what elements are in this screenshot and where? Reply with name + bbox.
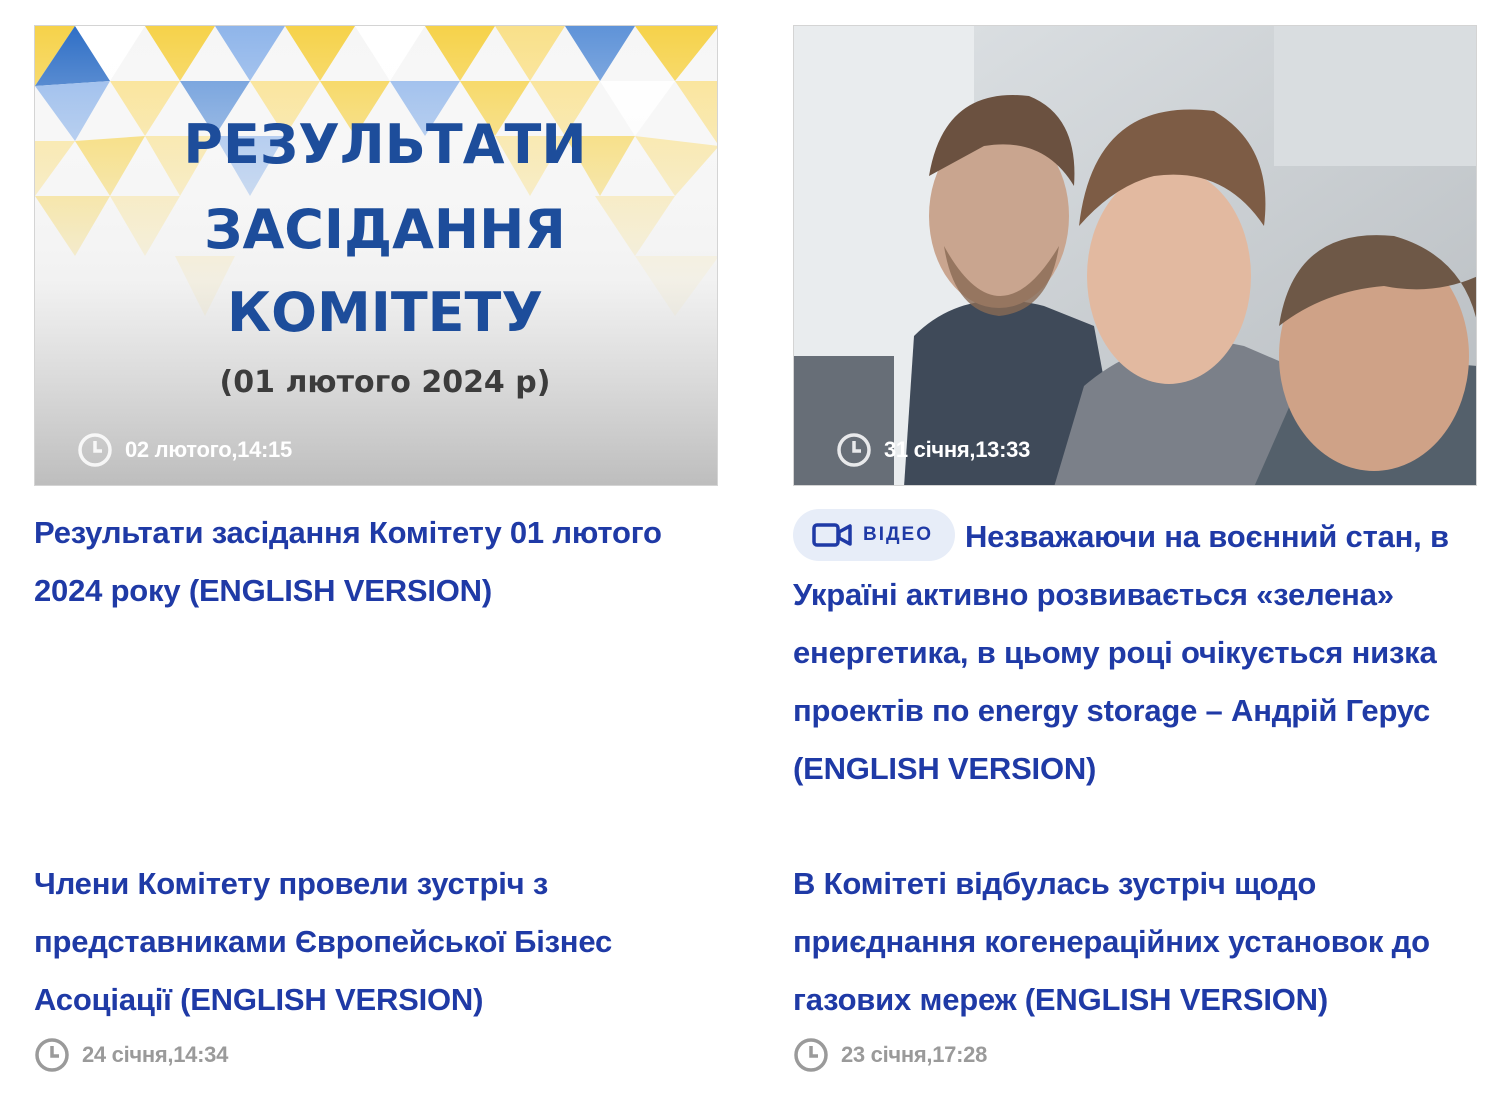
news-thumbnail[interactable] xyxy=(34,25,718,486)
svg-text:КОМІТЕТУ: КОМІТЕТУ xyxy=(226,281,544,344)
news-title[interactable]: Члени Комітету провели зустріч з представниками Європейської Бізнес Асоціації (ENGLISH VERSION) xyxy=(34,866,613,1017)
publish-date xyxy=(34,1037,734,1073)
news-card-4[interactable] xyxy=(793,855,1493,1073)
publish-date xyxy=(77,432,292,468)
svg-text:ЗАСІДАННЯ: ЗАСІДАННЯ xyxy=(204,198,566,261)
news-card-3[interactable] xyxy=(34,855,734,1073)
video-camera-icon xyxy=(811,521,853,549)
news-title[interactable]: В Комітеті відбулась зустріч щодо приєднання когенераційних установок до газових мереж (ENGLISH VERSION) xyxy=(793,866,1430,1017)
video-badge xyxy=(793,509,955,561)
svg-text:(01 лютого 2024 р): (01 лютого 2024 р) xyxy=(219,365,551,400)
publish-date-text: 02 лютого,14:15 xyxy=(125,437,292,462)
publish-date xyxy=(793,1037,1493,1073)
clock-icon xyxy=(793,1037,829,1073)
meeting-photo xyxy=(794,26,1477,486)
news-title[interactable] xyxy=(793,508,1483,798)
svg-text:РЕЗУЛЬТАТИ: РЕЗУЛЬТАТИ xyxy=(183,113,587,176)
news-card-1[interactable] xyxy=(34,25,724,620)
clock-icon xyxy=(836,432,872,468)
publish-date xyxy=(836,432,1030,468)
publish-date-text: 23 січня,17:28 xyxy=(841,1042,988,1067)
video-badge-label: ВІДЕО xyxy=(863,524,933,546)
news-card-2[interactable] xyxy=(793,25,1483,798)
publish-date-text: 24 січня,14:34 xyxy=(82,1042,229,1067)
publish-date-text: 31 січня,13:33 xyxy=(884,437,1031,462)
news-title[interactable]: Результати засідання Комітету 01 лютого 2024 року (ENGLISH VERSION) xyxy=(34,515,662,608)
clock-icon xyxy=(77,432,113,468)
news-title-text[interactable]: Незважаючи на воєнний стан, в Україні активно розвивається «зелена» енергетика, в цьому році очікується низка проектів по energy storage – Андрій Герус (ENGLISH VERSION) xyxy=(793,519,1449,786)
clock-icon xyxy=(34,1037,70,1073)
news-thumbnail[interactable] xyxy=(793,25,1477,486)
committee-results-poster xyxy=(35,26,718,486)
